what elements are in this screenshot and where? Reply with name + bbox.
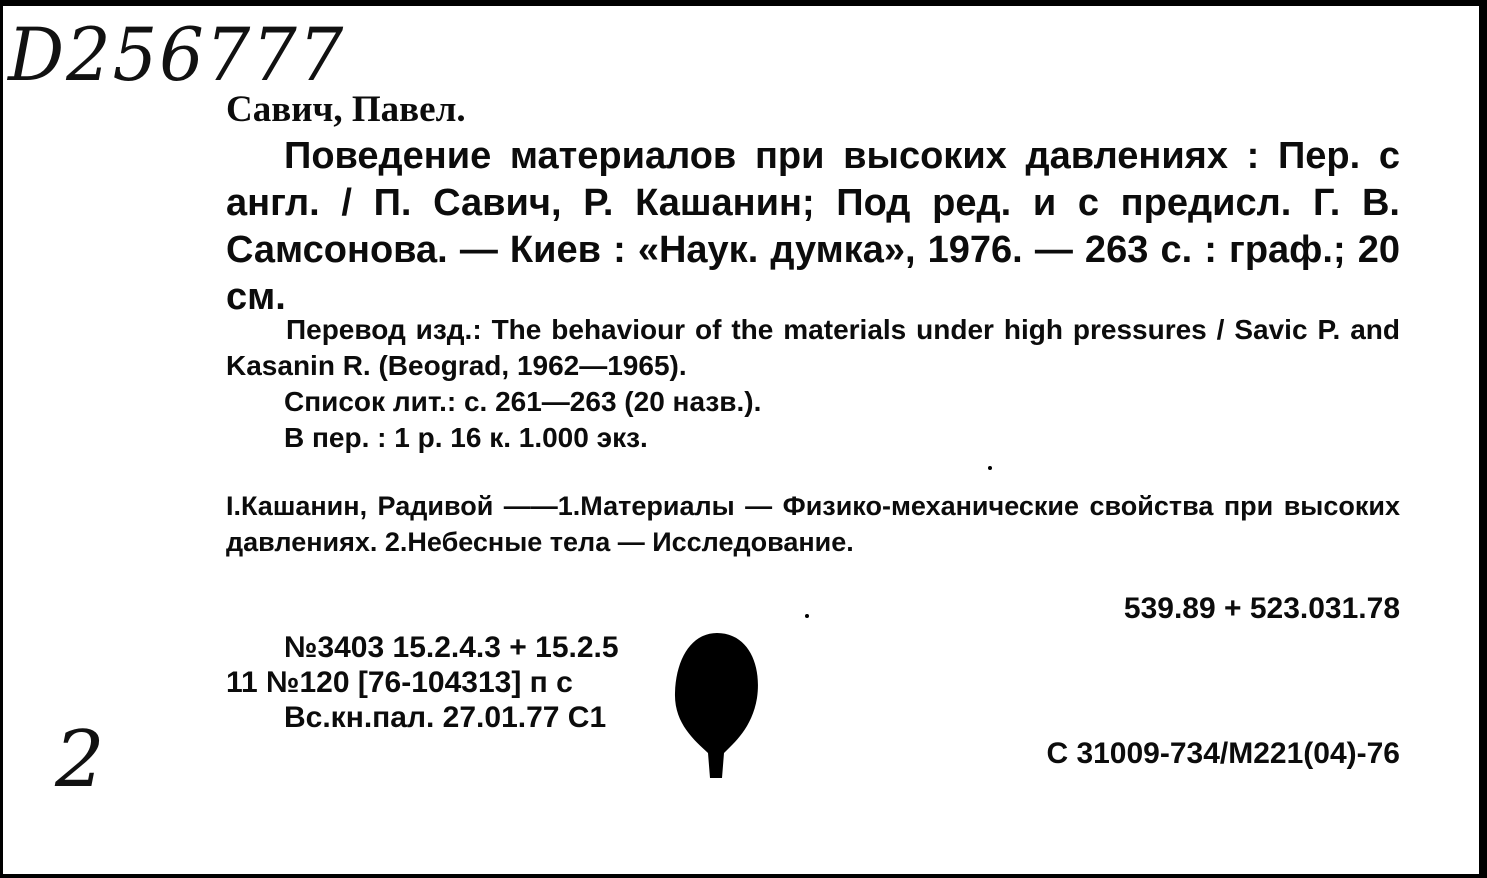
tech-line-1: №3403 15.2.4.3 + 15.2.5 <box>284 631 619 664</box>
title-description <box>226 133 1400 321</box>
classification-number: 539.89 + 523.031.78 <box>1123 592 1400 625</box>
tech-line-3: Вс.кн.пал. 27.01.77 С1 <box>284 701 607 734</box>
handwritten-copy-mark: 2 <box>55 715 105 805</box>
card-border-right <box>1479 0 1487 878</box>
title-text: Поведение материалов при высоких давлениях : Пер. с англ. / П. Савич, Р. Кашанин; Под ред. и с предисл. Г. В. Самсонова. — Киев : «Наук. думка», 1976. — 263 с. : граф.; 20 см. <box>226 135 1400 318</box>
subject-tracings: I.Кашанин, Радивой ——1.Материалы — Физико-механические свойства при высоких давлениях. 2.Небесные тела — Исследование. <box>226 491 1400 557</box>
bibliography-note: Список лит.: с. 261—263 (20 назв.). <box>284 386 762 417</box>
translation-note <box>226 312 1400 384</box>
stray-dot <box>805 614 809 618</box>
translation-note-text: Перевод изд.: The behaviour of the materials under high pressures / Savic P. and Kasanin R. (Beograd, 1962—1965). <box>226 314 1400 381</box>
tech-line-2: 11 №120 [76-104313] п с <box>226 666 573 699</box>
card-border-left <box>0 0 3 878</box>
card-border-top <box>0 0 1487 6</box>
publisher-code: С 31009-734/М221(04)-76 <box>1046 737 1400 770</box>
stray-dot <box>988 466 992 470</box>
author-heading: Савич, Павел. <box>226 89 466 130</box>
card-border-bottom <box>0 874 1487 878</box>
handwritten-call-number: D256777 <box>8 11 346 99</box>
ink-blot <box>672 628 762 783</box>
price-note: В пер. : 1 р. 16 к. 1.000 экз. <box>284 422 648 453</box>
technical-data-block <box>226 630 619 735</box>
